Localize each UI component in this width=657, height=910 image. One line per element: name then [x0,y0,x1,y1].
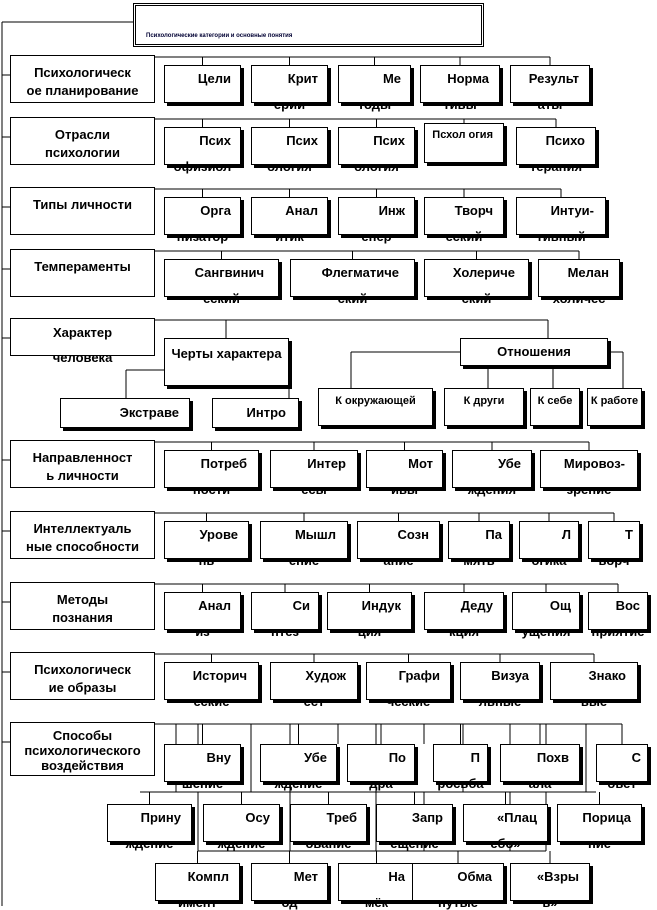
dir-item-cut-text: ждения [467,482,517,497]
category-char-label: Характер [52,325,113,340]
relations-item-label: К работе [590,395,639,407]
influence-item-cut-text: ала [528,776,552,791]
types-item-cut-text: енер [361,229,392,244]
category-plan-label: Психологическ ое планирование [26,65,139,98]
plan-item [251,65,328,112]
influence-item-cut-text: шение [181,776,224,791]
images-item-label: Знако [588,668,626,683]
branches-item [338,127,415,174]
images-item-cut-text: вые [580,694,608,709]
influence-item-cut-text: имент [177,895,218,910]
category-branches-label: Отрасли психологии [44,127,121,160]
methods-item [327,592,412,639]
influence-item [164,744,241,791]
influence-item [347,744,415,791]
temps-item [424,259,529,306]
dir-item-label: Интер [307,456,346,471]
branches-item-cut-text: терапия [529,159,583,174]
dir-item-cut-text: ности [192,482,231,497]
category-intel-label: Интеллектуаль ные способности [25,521,140,554]
influence-item-label: С [631,750,641,765]
influence-item-cut-text: нутые [438,895,478,910]
diagram-title: Психологические категории и основные понятия [146,33,293,39]
influence-item-label: Убе [303,750,327,765]
branches-item [424,123,504,163]
influence-item-label: Треб [326,810,357,825]
traits-box-label: Черты характера [171,346,282,361]
intel-item [164,521,249,568]
images-item-label: Историч [192,668,247,683]
methods-item [588,592,648,639]
intel-item [519,521,579,568]
images-item-cut-text: ческие [386,694,431,709]
influence-item-label: «Плац [496,810,537,825]
traits-box [164,338,289,386]
category-char [10,318,155,365]
category-temps [10,249,155,297]
influence-item-label: Мет [293,869,318,884]
types-item-label: Инж [378,203,405,218]
types-item [516,197,606,244]
influence-item-cut-text: од [281,895,298,910]
influence-item-cut-text: ждение [217,836,266,851]
dir-item-label: Потреб [200,456,247,471]
types-item-cut-text: тивный [536,229,586,244]
relations-box [460,338,608,366]
branches-item [164,127,241,174]
branches-item-label: Псих [199,133,231,148]
category-temps-label: Темпераменты [34,259,131,274]
dir-item [452,450,532,497]
methods-item-cut-text: кция [448,624,480,639]
plan-item [420,65,500,112]
dir-item-label: Убе [497,456,521,471]
traits-item [212,398,299,428]
dir-item [540,450,638,497]
methods-item-label: Анал [198,598,231,613]
influence-item-cut-text: ование [305,836,352,851]
influence-item-cut-text: ещение [390,836,439,851]
category-plan [10,55,155,103]
intel-item [588,521,640,568]
methods-item-cut-text: ция [357,624,382,639]
images-item-cut-text: еские [193,694,230,709]
temps-item [164,259,279,306]
plan-item-label: Ме [382,71,401,86]
dir-item-cut-text: ивы [390,482,419,497]
types-item [251,197,328,244]
intel-item-label: Мышл [294,527,336,542]
dir-item [164,450,259,497]
methods-item-cut-text: приятие [591,624,645,639]
methods-item-label: Деду [460,598,493,613]
category-methods-label: Методы познания [52,592,113,625]
influence-item [260,744,337,791]
intel-item-cut-text: мять [463,553,495,568]
relations-item [318,388,433,426]
temps-item-cut-text: еский [203,291,240,306]
types-item [424,197,504,244]
plan-item [338,65,411,112]
category-char-cut-text: человека [52,350,113,365]
influence-item [412,863,504,910]
branches-item [251,127,328,174]
dir-item [366,450,443,497]
relations-item [587,388,642,426]
influence-item-cut-text: мёк [364,895,389,910]
influence-item-cut-text: росьба [437,776,484,791]
influence-item-label: Похв [536,750,569,765]
images-item-label: Графи [398,668,440,683]
dir-item [270,450,358,497]
images-item [366,662,451,709]
influence-item-cut-text: ждение [125,836,174,851]
intel-item-cut-text: ворч [598,553,630,568]
temps-item-label: Холериче [452,265,515,280]
temps-item-cut-text: холичес [552,291,606,306]
types-item-cut-text: итик [275,229,304,244]
methods-item-label: Вос [615,598,640,613]
methods-item-label: Си [292,598,310,613]
branches-item-label: Псих [373,133,405,148]
methods-item [512,592,580,639]
types-item-label: Орга [200,203,231,218]
temps-item-label: Флегматиче [321,265,399,280]
influence-item [557,804,642,851]
influence-item [433,744,488,791]
category-branches [10,117,155,165]
relations-item [530,388,580,426]
influence-item-label: Осу [245,810,270,825]
temps-item-cut-text: ский [337,291,368,306]
influence-item-label: Прину [140,810,181,825]
influence-item [155,863,240,910]
methods-item-cut-text: ущения [521,624,571,639]
influence-item [107,804,192,851]
methods-item [424,592,504,639]
temps-item-label: Мелан [567,265,609,280]
influence-item [510,863,590,910]
influence-item-label: Порица [582,810,631,825]
traits-item-label: Экстраве [119,405,179,420]
influence-item [290,804,367,851]
plan-item [164,65,241,103]
temps-item [290,259,415,306]
relations-box-label: Отношения [497,344,571,359]
category-types [10,187,155,235]
methods-item-cut-text: нтез [271,624,299,639]
influence-item-label: Вну [206,750,231,765]
types-item [338,197,415,244]
plan-item-label: Норма [447,71,489,86]
plan-item-cut-text: тоды [357,97,392,112]
influence-item [463,804,548,851]
diagram-title-box [133,3,484,47]
influence-item [500,744,580,791]
temps-item [538,259,620,306]
intel-item-label: Т [625,527,633,542]
branches-item-cut-text: ология [354,159,399,174]
methods-item-cut-text: из [195,624,210,639]
influence-item-label: Обма [457,869,492,884]
intel-item-label: Л [561,527,571,542]
images-item-cut-text: ест [303,694,325,709]
branches-item-cut-text: ология [267,159,312,174]
intel-item-cut-text: ение [288,553,320,568]
influence-item [596,744,648,791]
relations-item-label: К други [463,395,505,407]
types-item-label: Анал [285,203,318,218]
influence-item-label: П [470,750,480,765]
influence-item [203,804,280,851]
dir-item-cut-text: зрение [566,482,612,497]
branches-item-label: Психо [545,133,585,148]
branches-item [516,127,596,174]
images-item-cut-text: льные [478,694,522,709]
influence-item [251,863,328,910]
plan-item [510,65,590,112]
plan-item-label: Цели [197,71,231,86]
influence-item-label: На [388,869,405,884]
images-item-label: Худож [305,668,346,683]
category-dir [10,440,155,488]
intel-item-label: Па [485,527,502,542]
influence-item [376,804,453,851]
influence-item-cut-text: овет [607,776,637,791]
dir-item-label: Мировоз- [563,456,625,471]
branches-item-cut-text: офизиол [173,159,232,174]
influence-item [338,863,415,910]
category-influence-label: Способы психологического воздействия [24,728,141,773]
temps-item-cut-text: ский [461,291,492,306]
intel-item [260,521,348,568]
intel-item-cut-text: огика [531,553,567,568]
traits-item-label: Интро [246,405,286,420]
relations-item-label: К окружающей [335,395,416,407]
methods-item [251,592,319,639]
relations-item [444,388,524,426]
relations-item-label: К себе [537,395,573,407]
types-item [164,197,241,244]
influence-item-cut-text: ебо» [490,836,521,851]
plan-item-cut-text: ерии [273,97,306,112]
category-influence [10,722,155,776]
category-images [10,652,155,700]
influence-item-label: Компл [187,869,229,884]
dir-item-label: Мот [408,456,433,471]
plan-item-cut-text: тивы [443,97,477,112]
types-item-label: Творч [454,203,493,218]
intel-item-label: Урове [199,527,238,542]
category-types-label: Типы личности [32,197,132,212]
intel-item-cut-text: нь [198,553,215,568]
influence-item-label: По [388,750,406,765]
images-item [460,662,540,709]
methods-item-label: Ощ [549,598,571,613]
branches-item-label: Псхол огия [432,129,493,141]
traits-item [60,398,190,428]
methods-item-label: Индук [361,598,401,613]
intel-item [448,521,510,568]
intel-item-cut-text: ание [383,553,414,568]
intel-item [357,521,440,568]
category-images-label: Психологическ ие образы [34,662,131,695]
plan-item-cut-text: аты [537,97,563,112]
influence-item-label: «Взры [536,869,579,884]
images-item [164,662,259,709]
plan-item-label: Результ [528,71,579,86]
plan-item-label: Крит [287,71,318,86]
category-intel [10,511,155,559]
category-methods [10,582,155,630]
images-item-label: Визуа [491,668,529,683]
intel-item-label: Созн [397,527,429,542]
category-dir-label: Направленност ь личности [32,450,133,483]
images-item [270,662,358,709]
influence-item-cut-text: дра [369,776,393,791]
influence-item-cut-text: ждение [274,776,323,791]
influence-item-label: Запр [411,810,443,825]
types-item-label: Интуи- [550,203,594,218]
influence-item-cut-text: в» [542,895,558,910]
methods-item [164,592,241,639]
branches-item-label: Псих [286,133,318,148]
types-item-cut-text: еский [445,229,483,244]
types-item-cut-text: низатор [176,229,229,244]
images-item [550,662,638,709]
temps-item-label: Сангвинич [194,265,264,280]
dir-item-cut-text: есы [301,482,327,497]
influence-item-cut-text: ние [587,836,612,851]
